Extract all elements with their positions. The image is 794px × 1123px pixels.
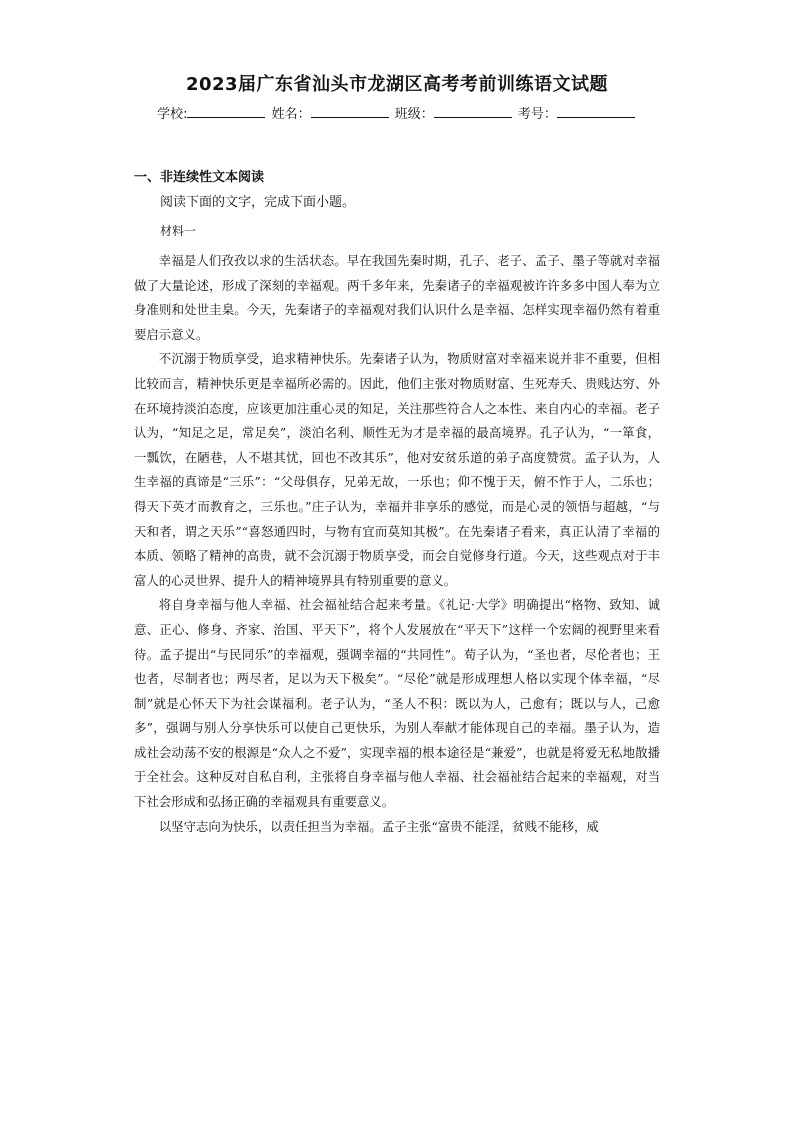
material-label: 材料一	[160, 224, 197, 238]
exam-number-field	[518, 103, 637, 122]
section-heading: 一、非连续性文本阅读	[134, 170, 265, 185]
student-info-row	[0, 103, 794, 122]
school-label: 学校:	[157, 107, 188, 122]
class-field	[395, 103, 514, 122]
name-field	[272, 103, 391, 122]
reading-instruction: 阅读下面的文字，完成下面小题。	[160, 195, 356, 210]
article-body	[134, 249, 660, 839]
exam-title: 2023届广东省汕头市龙湖区高考考前训练语文试题	[185, 74, 609, 95]
school-field	[157, 103, 267, 122]
paragraph: 不沉溺于物质享受，追求精神快乐。先秦诸子认为，物质财富对幸福来说并非不重要，但相比较而言，精神快乐更是幸福所必需的。因此，他们主张对物质财富、生死寿夭、贵贱达穷、外在环境持淡泊态度，应该更加注重心灵的知足，关注那些符合人之本性、来自内心的幸福。老子认为，“知足之足，常足矣”，淡泊名利、顺性无为才是幸福的最高境界。孔子认为，“一箪食，一瓢饮，在陋巷，人不堪其忧，回也不改其乐”，他对安贫乐道的弟子高度赞赏。孟子认为，人生幸福的真谛是“三乐”：“父母俱存，兄弟无故，一乐也；仰不愧于天，俯不怍于人，二乐也；得天下英才而教育之，三乐也。”庄子认为，幸福并非享乐的感觉，而是心灵的领悟与超越，“与天和者，谓之天乐”“喜怒通四时，与物有宜而莫知其极”。在先秦诸子看来，真正认清了幸福的本质、领略了精神的高贵，就不会沉溺于物质享受，而会自觉修身行道。今天，这些观点对于丰富人的心灵世界、提升人的精神境界具有特别重要的意义。	[134, 351, 660, 588]
class-label: 班级：	[394, 107, 434, 122]
exam-number-blank	[557, 106, 635, 118]
class-blank	[434, 106, 512, 118]
school-blank	[187, 106, 265, 118]
paragraph: 将自身幸福与他人幸福、社会福祉结合起来考量。《礼记·大学》明确提出“格物、致知、诚意、正心、修身、齐家、治国、平天下”，将个人发展放在“平天下”这样一个宏阔的视野里来看待。孟子提出“与民同乐”的幸福观，强调幸福的“共同性”。荀子认为，“圣也者，尽伦者也；王也者，尽制者也；两尽者，足以为天下极矣”。“尽伦”就是形成理想人格以实现个体幸福，“尽制”就是心怀天下为社会谋福利。老子认为，“圣人不积：既以为人，己愈有；既以与人，己愈多”，强调与别人分享快乐可以使自己更快乐，为别人奉献才能体现自己的幸福。墨子认为，造成社会动荡不安的根源是“众人之不爱”，实现幸福的根本途径是“兼爱”，也就是将爱无私地散播于全社会。这种反对自私自利，主张将自身幸福与他人幸福、社会福祉结合起来的幸福观，对当下社会形成和弘扬正确的幸福观具有重要意义。	[134, 597, 660, 810]
exam-number-label: 考号：	[517, 107, 557, 122]
paragraph: 幸福是人们孜孜以求的生活状态。早在我国先秦时期，孔子、老子、孟子、墨子等就对幸福做了大量论述，形成了深刻的幸福观。两千多年来，先秦诸子的幸福观被许许多多中国人奉为立身准则和处世圭臬。今天，先秦诸子的幸福观对我们认识什么是幸福、怎样实现幸福仍然有着重要启示意义。	[134, 253, 660, 342]
name-blank	[311, 106, 389, 118]
name-label: 姓名：	[271, 107, 311, 122]
paragraph: 以坚守志向为快乐，以责任担当为幸福。孟子主张“富贵不能淫，贫贱不能移，威	[158, 818, 599, 834]
